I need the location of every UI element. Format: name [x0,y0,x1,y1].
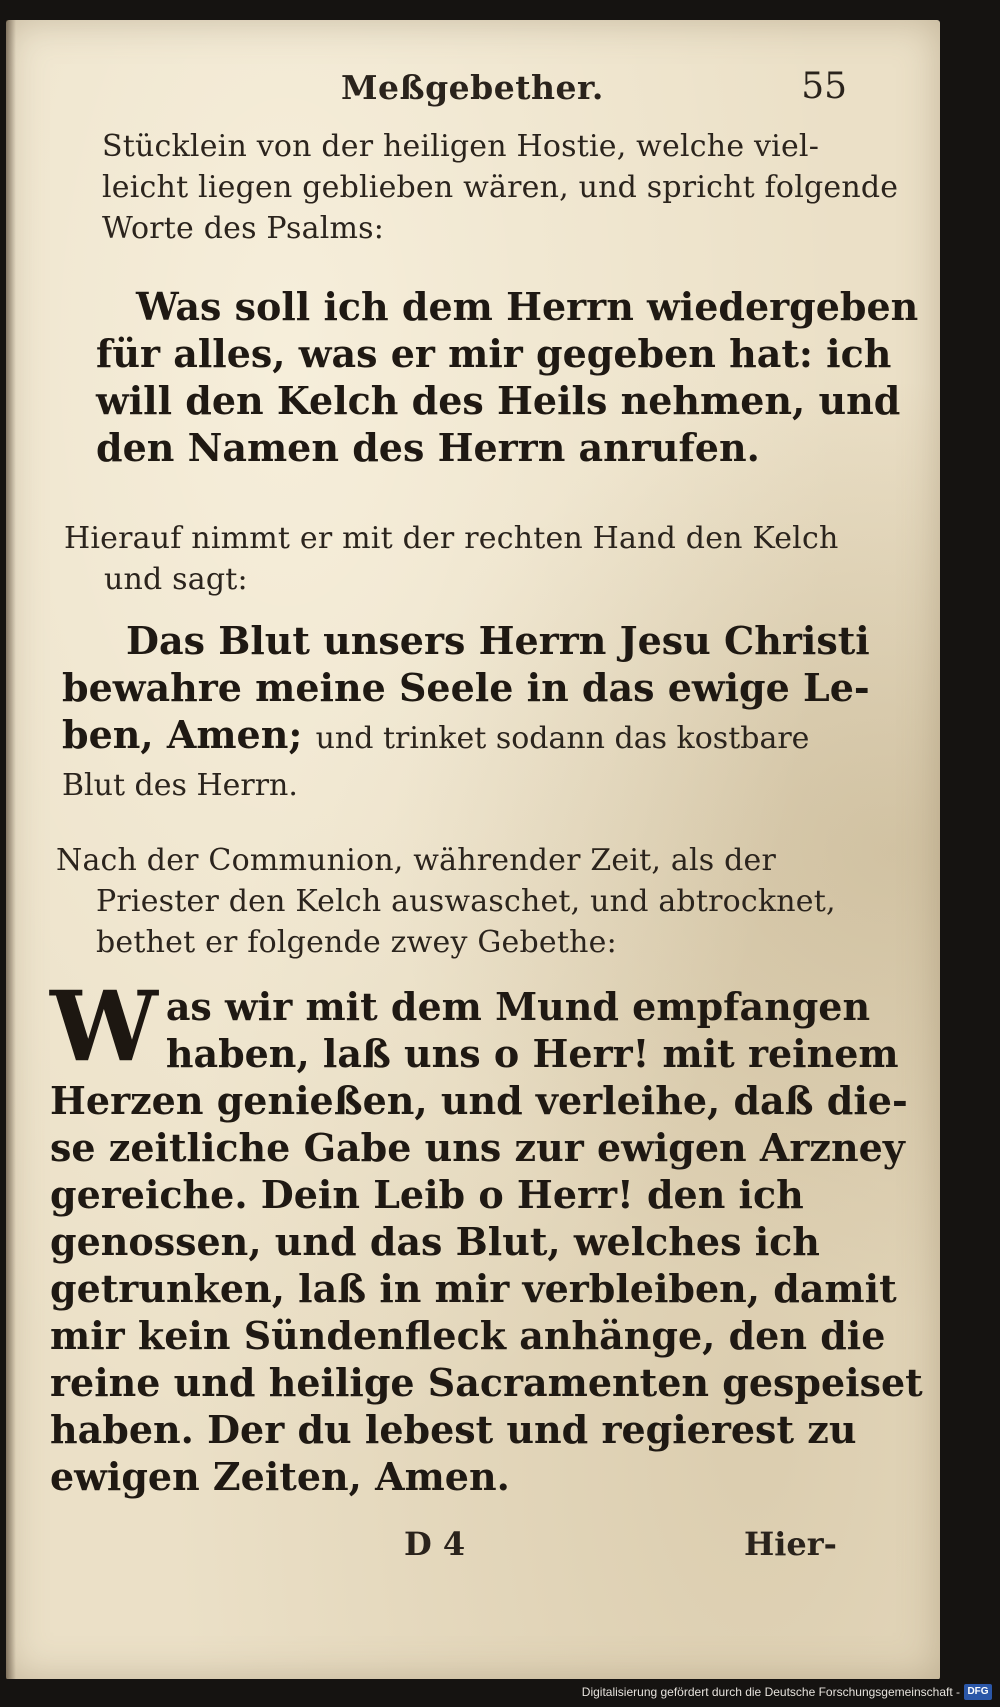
page-number: 55 [801,66,847,107]
dfg-logo: DFG [964,1684,992,1700]
text-line: haben, laß uns o Herr! mit reinem [165,1031,899,1076]
text-line: as wir mit dem Mund empfangen [165,984,871,1029]
text-fragment-large: ben, Amen; [62,712,303,757]
text-line: mir kein Sündenfleck anhänge, den die [50,1313,886,1358]
text-line: gereiche. Dein Leib o Herr! den ich [50,1172,804,1217]
text-line: bewahre meine Seele in das ewige Le- [62,665,870,710]
text-line: getrunken, laß in mir verbleiben, damit [50,1266,897,1311]
text-line: Priester den Kelch auswaschet, und abtrocknet, [96,884,836,919]
paragraph-psalm-verse [96,283,918,471]
text-fragment-small: und trinket sodann das kostbare [315,721,810,756]
text-line: den Namen des Herrn anrufen. [96,425,760,470]
text-line: für alles, was er mir gegeben hat: ich [96,331,892,376]
text-line: bethet er folgende zwey Gebethe: [96,925,617,960]
text-line: genossen, und das Blut, welches ich [50,1219,820,1264]
text-line: Stücklein von der heiligen Hostie, welche viel- [102,129,820,164]
text-line: will den Kelch des Heils nehmen, und [96,378,901,423]
text-line: leicht liegen geblieben wären, und spricht folgende [102,170,899,205]
page-footer [6,1525,940,1575]
signature-mark: D 4 [404,1525,466,1563]
text-line: Worte des Psalms: [102,211,385,246]
text-line: haben. Der du lebest und regierest zu [50,1407,857,1452]
catchword: Hier- [744,1525,837,1563]
text-line: Blut des Herrn. [62,768,298,803]
paragraph-blood-prayer [62,617,870,809]
credit-bar [0,1679,1000,1707]
page-gutter-shadow [6,20,16,1680]
text-line: Nach der Communion, währender Zeit, als der [56,843,777,878]
paragraph-rubric-chalice [64,518,839,600]
paragraph-postcommunion-prayer [50,970,923,1500]
text-line [62,711,870,762]
running-head [6,62,940,112]
paragraph-rubric-intro [102,126,898,249]
text-line: Hierauf nimmt er mit der rechten Hand den Kelch [64,521,839,556]
funding-credit: Digitalisierung gefördert durch die Deutsche Forschungsgemeinschaft - [581,1685,960,1699]
running-head-title: Meßgebether. [341,68,604,107]
text-line: Das Blut unsers Herrn Jesu Christi [126,618,870,663]
text-line: und sagt: [104,562,248,597]
text-line: reine und heilige Sacramenten gespeiset [50,1360,923,1405]
text-line: Herzen genießen, und verleihe, daß die- [50,1078,908,1123]
text-line: se zeitliche Gabe uns zur ewigen Arzney [50,1125,905,1170]
text-line: Was soll ich dem Herrn wiedergeben [136,284,919,329]
book-page [6,20,940,1680]
text-line: ewigen Zeiten, Amen. [50,1454,510,1499]
paragraph-rubric-communion [56,840,836,963]
drop-cap: W [50,970,158,1083]
